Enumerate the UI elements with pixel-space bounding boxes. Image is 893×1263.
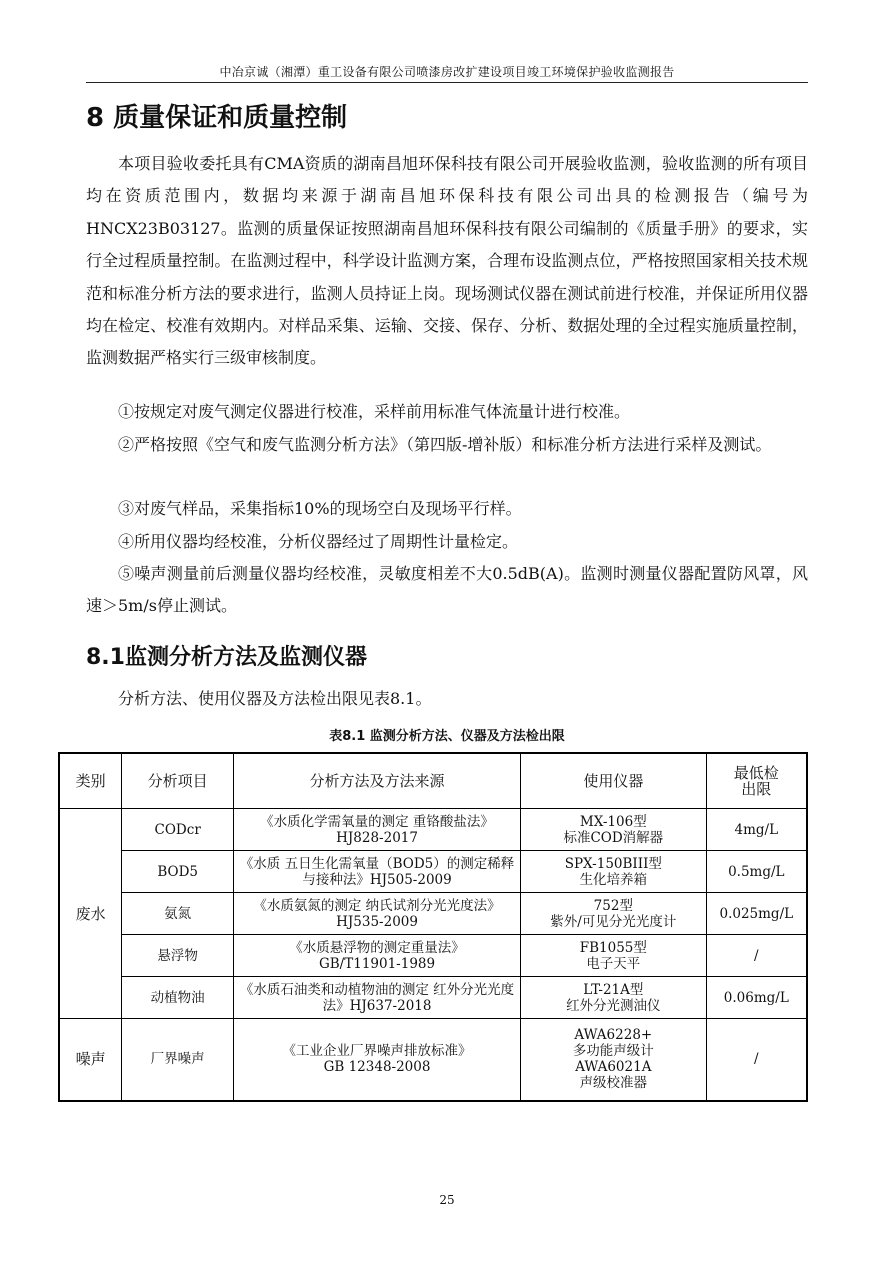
- qc-item-4: ④所用仪器均经校准，分析仪器经过了周期性计量检定。: [118, 532, 519, 551]
- methods-table: [58, 752, 808, 1102]
- qc-item-1: ①按规定对废气测定仪器进行校准，采样前用标准气体流量计进行校准。: [118, 402, 631, 421]
- header-limit-label: 最低检出限: [733, 764, 779, 798]
- limit-cell: 4mg/L: [706, 809, 807, 851]
- instrument-cell: 752型 紫外/可见分光光度计: [521, 893, 707, 935]
- method-cell: 《水质 五日生化需氧量（BOD5）的测定稀释与接种法》HJ505-2009: [234, 851, 521, 893]
- limit-cell: /: [706, 1019, 807, 1101]
- item-cell: CODcr: [122, 809, 234, 851]
- qc-item-3: ③对废气样品，采集指标10%的现场空白及现场平行样。: [118, 499, 522, 518]
- qc-item-5: ⑤噪声测量前后测量仪器均经校准，灵敏度相差不大0.5dB(A)。监测时测量仪器配置防风罩，风速＞5m/s停止测试。: [86, 564, 808, 616]
- table-caption: 表8.1 监测分析方法、仪器及方法检出限: [329, 729, 565, 744]
- instrument-cell: SPX-150BIII型 生化培养箱: [521, 851, 707, 893]
- limit-cell: 0.5mg/L: [706, 851, 807, 893]
- header-instrument: 使用仪器: [521, 753, 707, 809]
- header-category: 类别: [59, 753, 122, 809]
- item-cell: BOD5: [122, 851, 234, 893]
- table-header-row: [59, 753, 807, 809]
- item-cell: 动植物油: [122, 977, 234, 1019]
- item-cell: 厂界噪声: [122, 1019, 234, 1101]
- header-divider: [86, 82, 808, 83]
- method-cell: 《水质化学需氧量的测定 重铬酸盐法》HJ828-2017: [234, 809, 521, 851]
- header-method: 分析方法及方法来源: [234, 753, 521, 809]
- limit-cell: /: [706, 935, 807, 977]
- method-cell: 《工业企业厂界噪声排放标准》 GB 12348-2008: [234, 1019, 521, 1101]
- running-header: 中冶京诚（湘潭）重工设备有限公司喷漆房改扩建设项目竣工环境保护验收监测报告: [219, 65, 675, 79]
- header-item: 分析项目: [122, 753, 234, 809]
- instrument-cell: FB1055型 电子天平: [521, 935, 707, 977]
- instrument-cell: LT-21A型 红外分光测油仪: [521, 977, 707, 1019]
- qc-item-2: ②严格按照《空气和废气监测分析方法》（第四版-增补版）和标准分析方法进行采样及测试。: [118, 435, 772, 454]
- category-cell: 噪声: [59, 1019, 122, 1101]
- item-cell: 悬浮物: [122, 935, 234, 977]
- item-cell: 氨氮: [122, 893, 234, 935]
- subsection-text: 分析方法、使用仪器及方法检出限见表8.1。: [118, 689, 432, 708]
- page-number: 25: [439, 1193, 455, 1207]
- subsection-title: 8.1监测分析方法及监测仪器: [86, 645, 367, 670]
- instrument-cell: MX-106型 标准COD消解器: [521, 809, 707, 851]
- table-row: [59, 935, 807, 977]
- method-cell: 《水质氨氮的测定 纳氏试剂分光光度法》HJ535-2009: [234, 893, 521, 935]
- method-cell: 《水质石油类和动植物油的测定 红外分光光度法》HJ637-2018: [234, 977, 521, 1019]
- table-row: [59, 977, 807, 1019]
- table-row: [59, 893, 807, 935]
- table-row: [59, 851, 807, 893]
- instrument-cell: AWA6228+ 多功能声级计 AWA6021A 声级校准器: [521, 1019, 707, 1101]
- table-row: [59, 809, 807, 851]
- category-cell: 废水: [59, 809, 122, 1019]
- header-limit: [706, 753, 807, 809]
- section-title: 8 质量保证和质量控制: [86, 103, 348, 133]
- table-row: [59, 1019, 807, 1101]
- limit-cell: 0.06mg/L: [706, 977, 807, 1019]
- intro-paragraph: 本项目验收委托具有CMA资质的湖南昌旭环保科技有限公司开展验收监测，验收监测的所有项目均在资质范围内，数据均来源于湖南昌旭环保科技有限公司出具的检测报告（编号为HNCX23B03127。监测的质量保证按照湖南昌旭环保科技有限公司编制的《质量手册》的要求，实行全过程质量控制。在监测过程中，科学设计监测方案，合理布设监测点位，严格按照国家相关技术规范和标准分析方法的要求进行，监测人员持证上岗。现场测试仪器在测试前进行校准，并保证所用仪器均在检定、校准有效期内。对样品采集、运输、交接、保存、分析、数据处理的全过程实施质量控制，监测数据严格实行三级审核制度。: [86, 154, 808, 368]
- limit-cell: 0.025mg/L: [706, 893, 807, 935]
- method-cell: 《水质悬浮物的测定重量法》 GB/T11901-1989: [234, 935, 521, 977]
